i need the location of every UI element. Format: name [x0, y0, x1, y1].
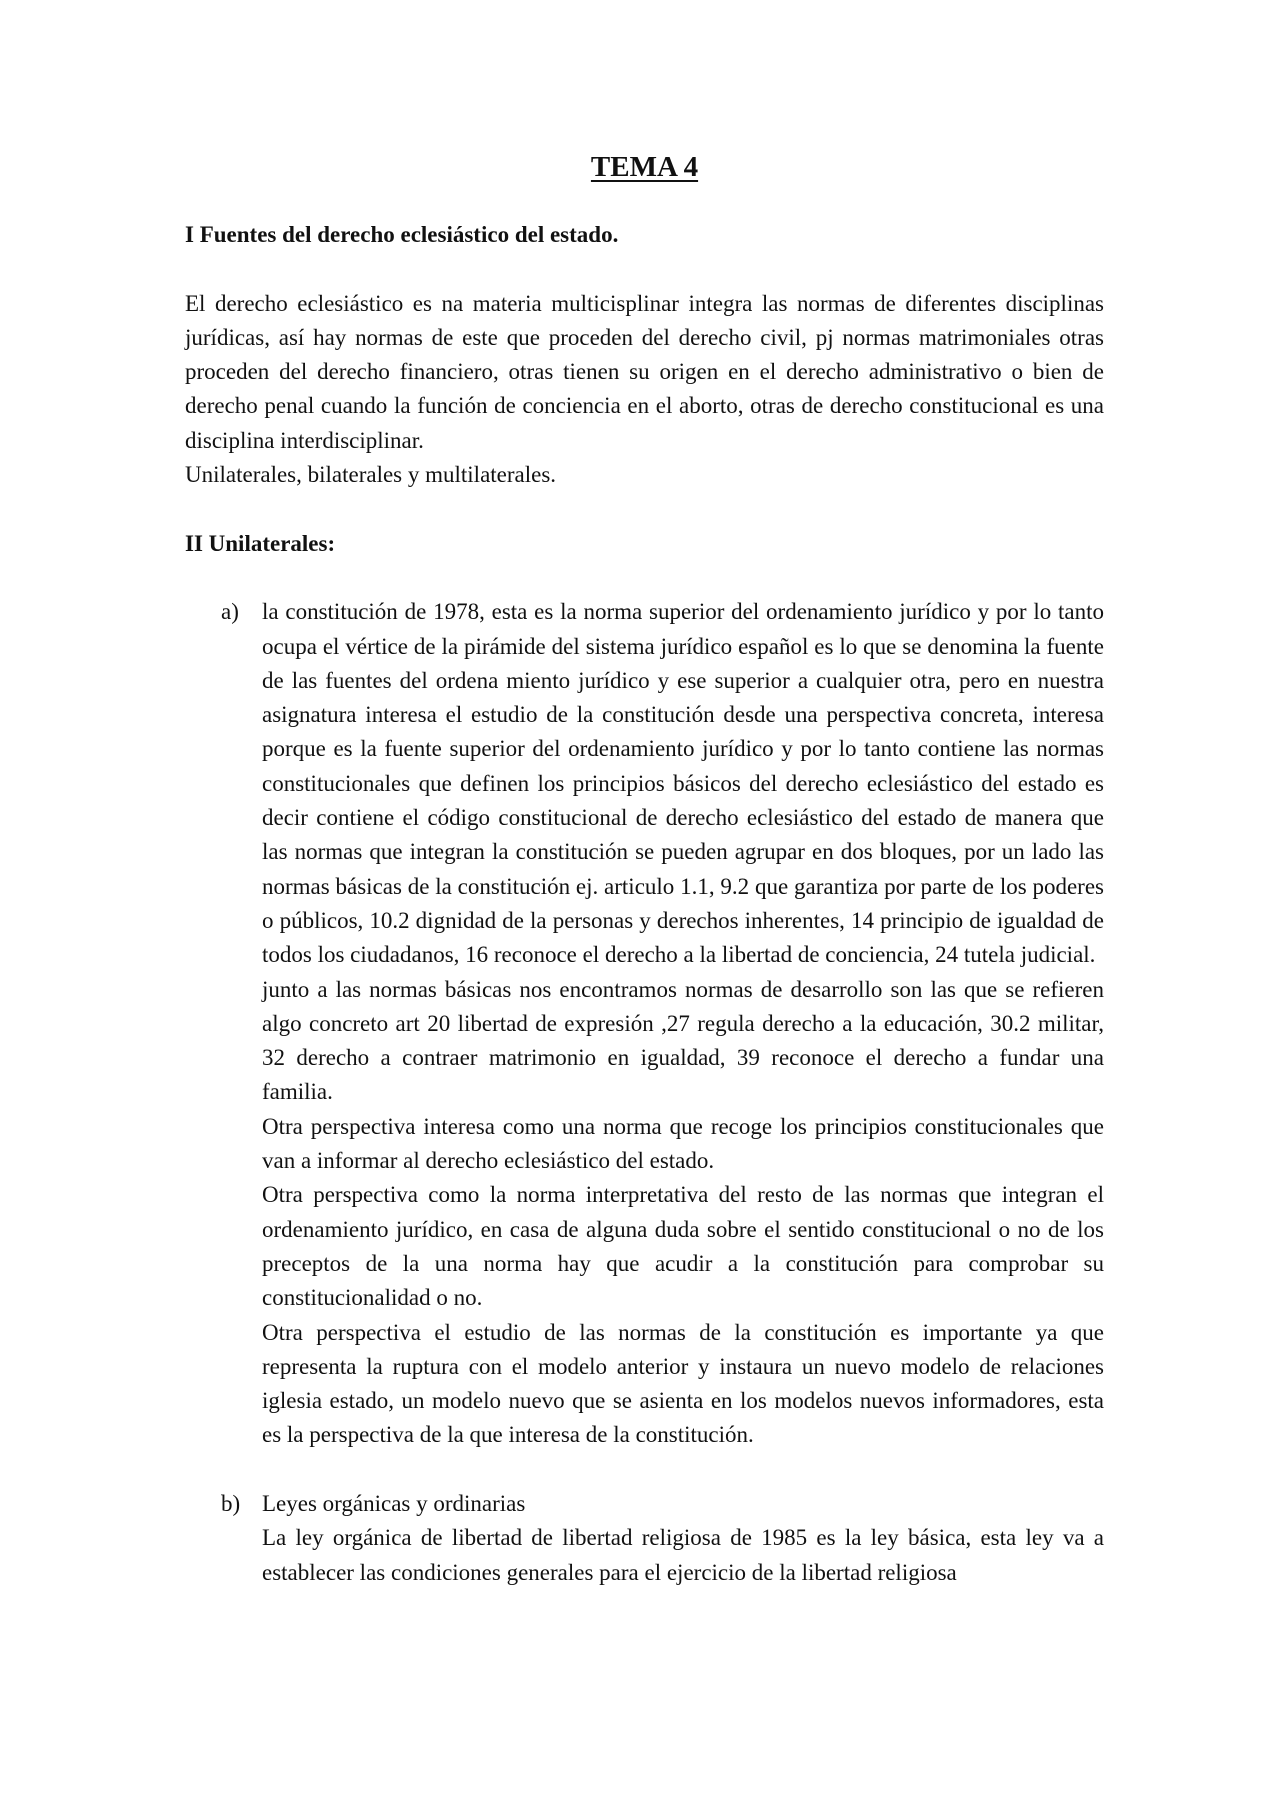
section-fuentes [185, 218, 1104, 492]
section-heading-unilaterales: II Unilaterales: [185, 530, 336, 556]
sources-list [185, 595, 1104, 1590]
paragraph-intro: El derecho eclesiástico es na materia multicisplinar integra las normas de diferentes disciplinas jurídicas, así hay normas de este que proceden del derecho civil, pj normas matrimoniales otras proceden del derecho financiero, otras tienen su origen en el derecho administrativo o bien de derecho penal cuando la función de conciencia en el aborto, otras de derecho constitucional es una disciplina interdisciplinar. [185, 290, 1104, 453]
section-unilaterales [185, 527, 1104, 1590]
document-page [185, 150, 1104, 1590]
paragraph-perspectiva-interpretativa: Otra perspectiva como la norma interpretativa del resto de las normas que integran el ordenamiento jurídico, en casa de alguna duda sobre el sentido constitucional o no de los preceptos de la una norma hay que acudir a la constitución para comprobar su constitucionalidad o no. [262, 1182, 1104, 1311]
list-item-constitucion [185, 595, 1104, 1452]
paragraph-normas-desarrollo: junto a las normas básicas nos encontramos normas de desarrollo son las que se refieren algo concreto art 20 libertad de expresión ,27 regula derecho a la educación, 30.2 militar, 32 derecho a contraer matrimonio en igualdad, 39 reconoce el derecho a fundar una familia. [262, 976, 1104, 1105]
list-marker: a) [221, 599, 239, 625]
paragraph-leyes-heading: Leyes orgánicas y ordinarias [262, 1490, 526, 1516]
document-title: TEMA 4 [590, 151, 699, 183]
section-heading-fuentes: I Fuentes del derecho eclesiástico del estado. [185, 222, 619, 247]
paragraph-perspectiva-ruptura: Otra perspectiva el estudio de las normas de la constitución es importante ya que representa la ruptura con el modelo anterior y instaura un nuevo modelo de relaciones iglesia estado, un modelo nuevo que se asienta en los modelos nuevos informadores, esta es la perspectiva de la que interesa de la constitución. [262, 1319, 1104, 1448]
list-marker: b) [221, 1490, 241, 1516]
list-item-leyes [185, 1487, 1104, 1590]
paragraph-ley-organica: La ley orgánica de libertad de libertad religiosa de 1985 es la ley básica, esta ley va a establecer las condiciones generales para el ejercicio de la libertad religiosa [262, 1525, 1104, 1585]
paragraph-classification: Unilaterales, bilaterales y multilaterales. [185, 462, 557, 488]
paragraph-perspectiva-principios: Otra perspectiva interesa como una norma que recoge los principios constitucionales que van a informar al derecho eclesiástico del estado. [262, 1113, 1104, 1174]
paragraph-constitucion: la constitución de 1978, esta es la norma superior del ordenamiento jurídico y por lo tanto ocupa el vértice de la pirámide del sistema jurídico español es lo que se denomina la fuente de las fuentes del ordena miento jurídico y ese superior a cualquier otra, pero en nuestra asignatura interesa el estudio de la constitución desde una perspectiva concreta, interesa porque es la fuente superior del ordenamiento jurídico y por lo tanto contiene las normas constitucionales que definen los principios básicos del derecho eclesiástico del estado es decir contiene el código constitucional de derecho eclesiástico del estado de manera que las normas que integran la constitución se pueden agrupar en dos bloques, por un lado las normas básicas de la constitución ej. articulo 1.1, 9.2 que garantiza por parte de los poderes o públicos, 10.2 dignidad de la personas y derechos inherentes, 14 principio de igualdad de todos los ciudadanos, 16 reconoce el derecho a la libertad de conciencia, 24 tutela judicial. [262, 599, 1104, 968]
